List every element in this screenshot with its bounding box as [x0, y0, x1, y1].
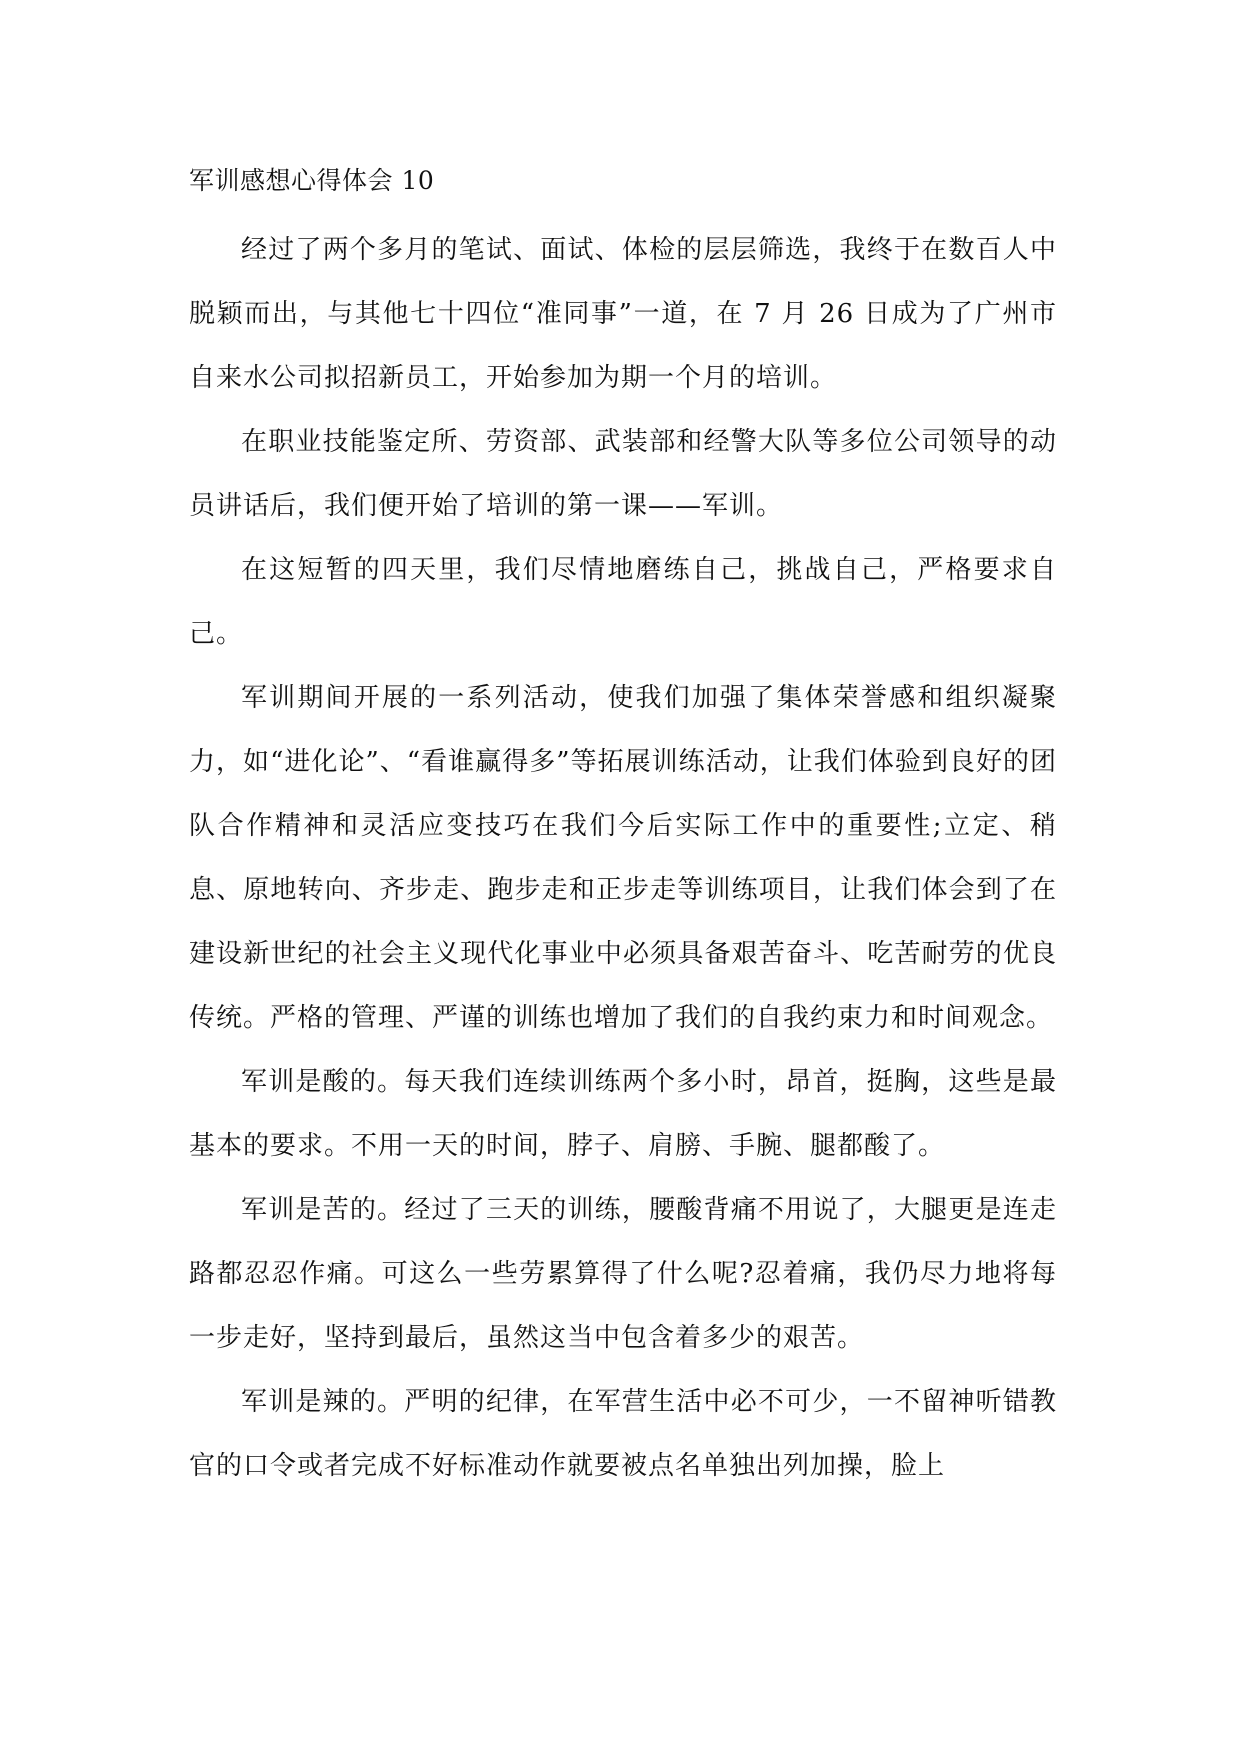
paragraph-6: 军训是苦的。经过了三天的训练，腰酸背痛不用说了，大腿更是连走路都忍忍作痛。可这么一些劳累算得了什么呢?忍着痛，我仍尽力地将每一步走好，坚持到最后，虽然这当中包含着多少的艰苦。	[189, 1195, 1057, 1353]
paragraph-7: 军训是辣的。严明的纪律，在军营生活中必不可少，一不留神听错教官的口令或者完成不好标准动作就要被点名单独出列加操，脸上	[189, 1387, 1057, 1481]
document-body	[189, 162, 1057, 1498]
paragraph-2: 在职业技能鉴定所、劳资部、武装部和经警大队等多位公司领导的动员讲话后，我们便开始了培训的第一课——军训。	[189, 427, 1057, 521]
paragraph-1: 经过了两个多月的笔试、面试、体检的层层筛选，我终于在数百人中脱颖而出，与其他七十四位“准同事”一道，在 7 月 26 日成为了广州市自来水公司拟招新员工，开始参加为期一个月的培训。	[189, 235, 1057, 393]
document-title: 军训感想心得体会 10	[189, 166, 435, 195]
paragraph-4: 军训期间开展的一系列活动，使我们加强了集体荣誉感和组织凝聚力，如“进化论”、“看谁赢得多”等拓展训练活动，让我们体验到良好的团队合作精神和灵活应变技巧在我们今后实际工作中的重要性;立定、稍息、原地转向、齐步走、跑步走和正步走等训练项目，让我们体会到了在建设新世纪的社会主义现代化事业中必须具备艰苦奋斗、吃苦耐劳的优良传统。严格的管理、严谨的训练也增加了我们的自我约束力和时间观念。	[189, 683, 1057, 1033]
paragraph-5: 军训是酸的。每天我们连续训练两个多小时，昂首，挺胸，这些是最基本的要求。不用一天的时间，脖子、肩膀、手腕、腿都酸了。	[189, 1067, 1057, 1161]
paragraph-3: 在这短暂的四天里，我们尽情地磨练自己，挑战自己，严格要求自己。	[189, 555, 1057, 649]
